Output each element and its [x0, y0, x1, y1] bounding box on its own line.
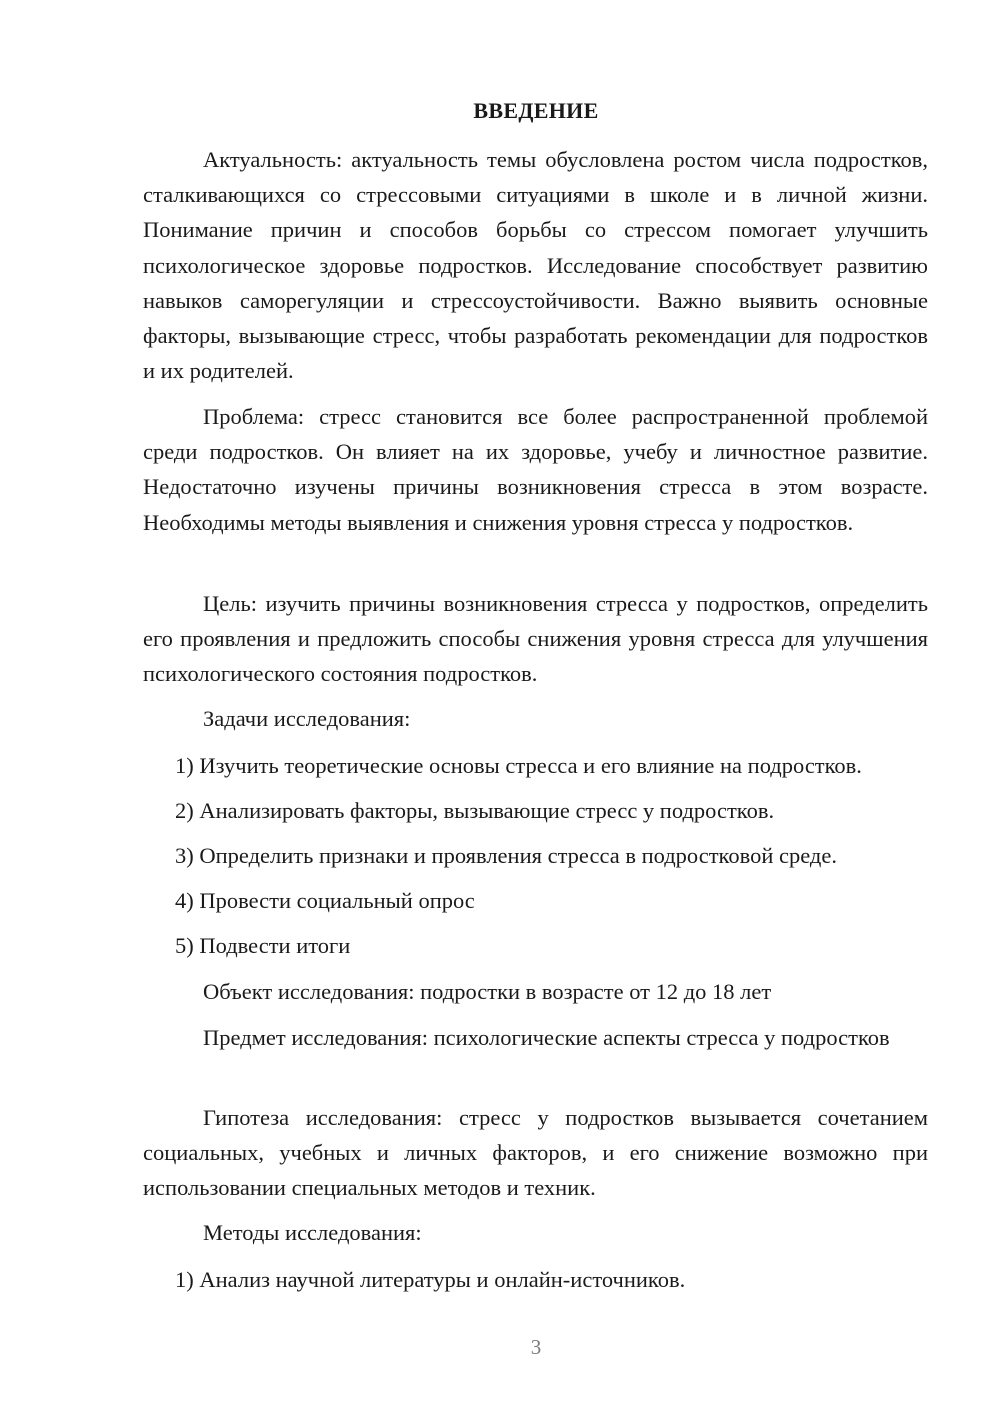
- method-item-1: 1) Анализ научной литературы и онлайн-источников.: [175, 1267, 686, 1292]
- paragraph-problem: Проблема: стресс становится все более распространенной проблемой среди подростков. Он влияет на их здоровье, учебу и личностное развитие. Недостаточно изучены причины возникновения стресса в этом возрасте. Необходимы методы выявления и снижения уровня стресса у подростков.: [143, 404, 928, 535]
- paragraph-subject: Предмет исследования: психологические аспекты стресса у подростков: [203, 1025, 890, 1050]
- task-item-2: 2) Анализировать факторы, вызывающие стресс у подростков.: [175, 798, 775, 823]
- page-number: 3: [530, 1335, 542, 1359]
- methods-title: Методы исследования:: [203, 1220, 422, 1245]
- paragraph-hypothesis: Гипотеза исследования: стресс у подростков вызывается сочетанием социальных, учебных и личных факторов, и его снижение возможно при использовании специальных методов и техник.: [143, 1105, 928, 1201]
- tasks-title: Задачи исследования:: [203, 706, 411, 731]
- paragraph-relevance: Актуальность: актуальность темы обусловлена ростом числа подростков, сталкивающихся со стрессовыми ситуациями в школе и в личной жизни. Понимание причин и способов борьбы со стрессом помогает улучшить психологическое здоровье подростков. Исследование способствует развитию навыков саморегуляции и стрессоустойчивости. Важно выявить основные факторы, вызывающие стресс, чтобы разработать рекомендации для подростков и их родителей.: [143, 147, 928, 384]
- task-item-4: 4) Провести социальный опрос: [175, 888, 475, 913]
- section-heading: ВВЕДЕНИЕ: [473, 98, 599, 123]
- research-object: Объект исследования: подростки в возрасте от 12 до 18 лет: [203, 979, 772, 1004]
- task-item-1: 1) Изучить теоретические основы стресса и его влияние на подростков.: [175, 753, 862, 778]
- task-item-3: 3) Определить признаки и проявления стресса в подростковой среде.: [175, 843, 837, 868]
- task-item-5: 5) Подвести итоги: [175, 933, 351, 958]
- paragraph-goal: Цель: изучить причины возникновения стресса у подростков, определить его проявления и предложить способы снижения уровня стресса для улучшения психологического состояния подростков.: [143, 591, 928, 687]
